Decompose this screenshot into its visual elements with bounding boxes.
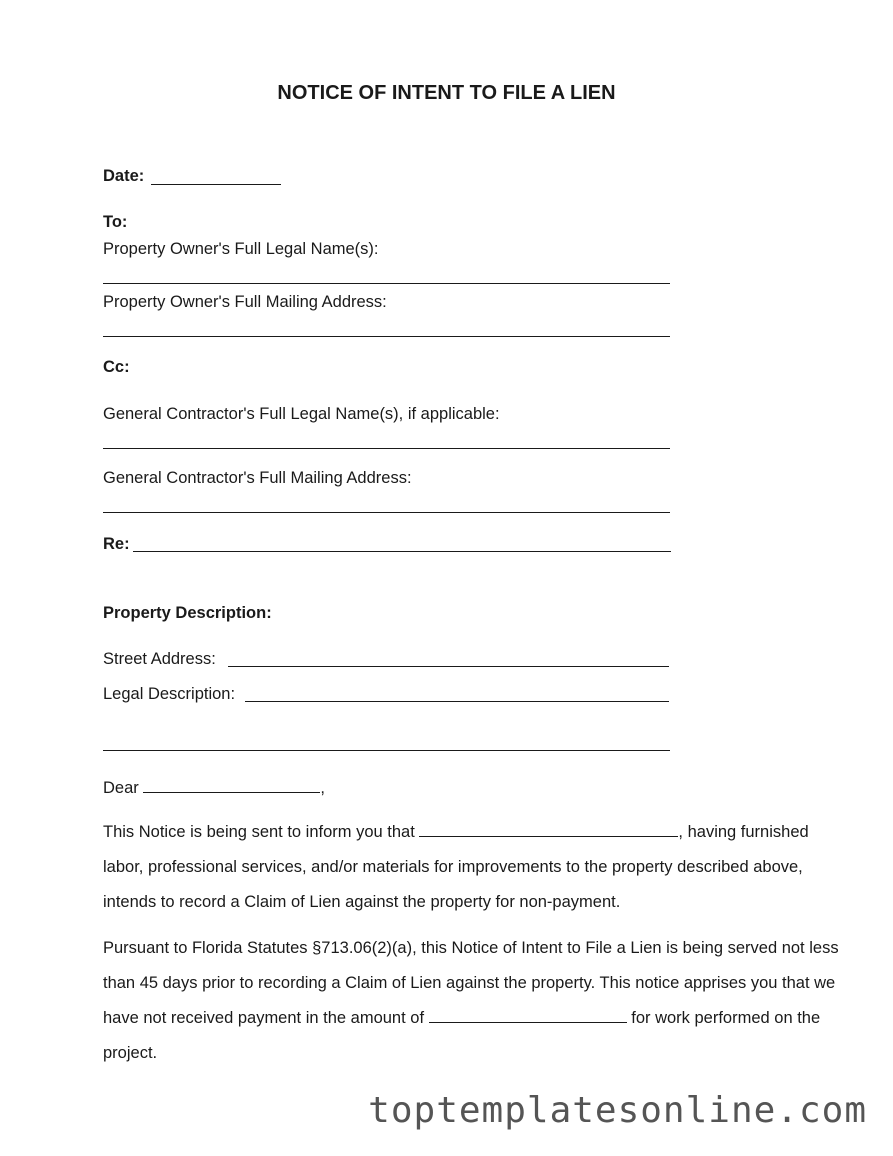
property-description-label: Property Description: xyxy=(103,604,272,622)
legal-description-label: Legal Description: xyxy=(103,685,236,703)
date-label: Date: xyxy=(103,167,145,185)
para1-text-a: This Notice is being sent to inform you that xyxy=(103,823,415,841)
gc-address-blank[interactable] xyxy=(103,512,670,513)
street-address-blank[interactable] xyxy=(228,666,669,667)
gc-name-blank[interactable] xyxy=(103,448,670,449)
dear-label: Dear xyxy=(103,779,139,797)
re-label: Re: xyxy=(103,535,130,553)
para1-text-b: , having furnished labor, professional services, and/or materials for improvements to the property described above, intends to record a Claim of Lien against the property for non-payment. xyxy=(103,823,809,911)
gc-name-label: General Contractor's Full Legal Name(s), if applicable: xyxy=(103,405,500,423)
date-blank[interactable] xyxy=(151,184,281,185)
owner-address-label: Property Owner's Full Mailing Address: xyxy=(103,293,387,311)
amount-blank[interactable] xyxy=(429,1008,627,1023)
gc-address-label: General Contractor's Full Mailing Address: xyxy=(103,469,412,487)
to-label: To: xyxy=(103,213,128,231)
notice-paragraph-1 xyxy=(103,815,843,920)
document-title: NOTICE OF INTENT TO FILE A LIEN xyxy=(277,82,616,104)
para2-text-b: for work performed on the project. xyxy=(103,1009,821,1062)
para2-text-a: Pursuant to Florida Statutes §713.06(2)(a), this Notice of Intent to File a Lien is being served not less than 45 days prior to recording a Claim of Lien against the property. This notice apprises you that we have not received payment in the amount of xyxy=(103,939,839,1027)
owner-name-blank[interactable] xyxy=(103,283,670,284)
site-watermark: toptemplatesonline.com xyxy=(368,1090,867,1131)
notice-paragraph-2 xyxy=(103,931,843,1071)
cc-label: Cc: xyxy=(103,358,130,376)
owner-address-blank[interactable] xyxy=(103,336,670,337)
legal-description-blank[interactable] xyxy=(245,701,669,702)
legal-description-blank-2[interactable] xyxy=(103,750,670,751)
street-address-label: Street Address: xyxy=(103,650,216,668)
salutation xyxy=(103,778,325,798)
dear-name-blank[interactable] xyxy=(143,778,320,793)
dear-comma: , xyxy=(320,779,325,797)
re-blank[interactable] xyxy=(133,551,671,552)
owner-name-label: Property Owner's Full Legal Name(s): xyxy=(103,240,379,258)
claimant-name-blank[interactable] xyxy=(419,822,678,837)
